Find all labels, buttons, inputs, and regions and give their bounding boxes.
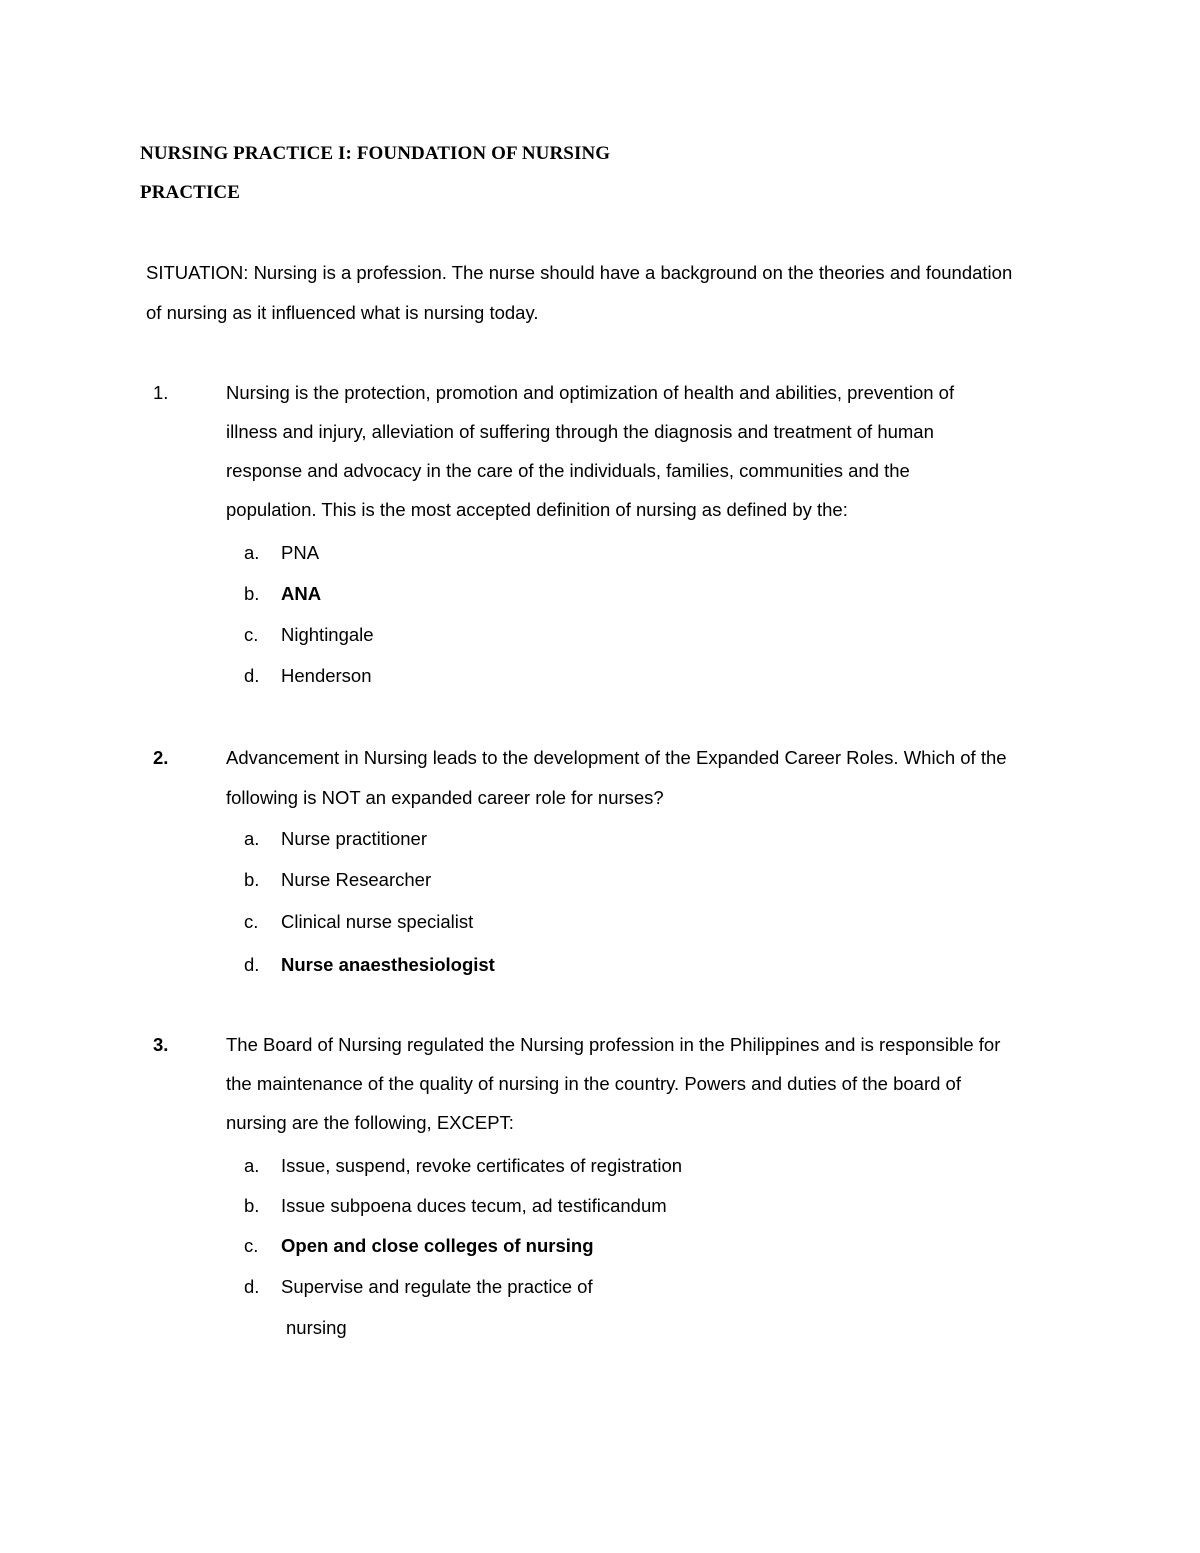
option-text: Issue, suspend, revoke certificates of registration [281, 1155, 683, 1176]
option-letter: c. [244, 1235, 259, 1256]
option-text: Nurse Researcher [281, 869, 432, 890]
option-letter: a. [244, 542, 260, 563]
question-text: Nursing is the protection, promotion and optimization of health and abilities, prevention of [226, 382, 955, 403]
question-text: The Board of Nursing regulated the Nursing profession in the Philippines and is responsible for [226, 1034, 1001, 1055]
option-letter: c. [244, 624, 259, 645]
question-text: nursing are the following, EXCEPT: [226, 1112, 514, 1133]
option-letter: a. [244, 828, 260, 849]
option-text-answer: Nurse anaesthesiologist [281, 954, 495, 975]
option-letter: d. [244, 954, 260, 975]
question-number: 3. [153, 1034, 169, 1055]
question-text: population. This is the most accepted definition of nursing as defined by the: [226, 499, 848, 520]
question-number: 2. [153, 747, 169, 768]
option-text: Henderson [281, 665, 372, 686]
question-number: 1. [153, 382, 169, 403]
option-text: Issue subpoena duces tecum, ad testificandum [281, 1195, 667, 1216]
situation-text: SITUATION: Nursing is a profession. The nurse should have a background on the theories and foundation [146, 262, 1013, 283]
option-text: Nightingale [281, 624, 374, 645]
question-text: following is NOT an expanded career role for nurses? [226, 787, 664, 808]
option-text: PNA [281, 542, 320, 563]
question-text: Advancement in Nursing leads to the development of the Expanded Career Roles. Which of the [226, 747, 1007, 768]
document-title: NURSING PRACTICE I: FOUNDATION OF NURSING [140, 143, 611, 164]
option-letter: b. [244, 1195, 260, 1216]
option-letter: c. [244, 911, 259, 932]
question-text: illness and injury, alleviation of suffering through the diagnosis and treatment of human [226, 421, 934, 442]
option-text-answer: Open and close colleges of nursing [281, 1235, 594, 1256]
option-text-continuation: nursing [286, 1317, 347, 1338]
document-title-continued: PRACTICE [140, 182, 241, 203]
option-letter: d. [244, 1276, 260, 1297]
situation-text: of nursing as it influenced what is nursing today. [146, 302, 539, 323]
option-text-answer: ANA [281, 583, 322, 604]
question-text: response and advocacy in the care of the individuals, families, communities and the [226, 460, 910, 481]
option-text: Supervise and regulate the practice of [281, 1276, 593, 1297]
option-text: Nurse practitioner [281, 828, 428, 849]
option-text: Clinical nurse specialist [281, 911, 474, 932]
option-letter: b. [244, 869, 260, 890]
option-letter: d. [244, 665, 260, 686]
option-letter: b. [244, 583, 260, 604]
question-text: the maintenance of the quality of nursing in the country. Powers and duties of the board of [226, 1073, 961, 1094]
option-letter: a. [244, 1155, 260, 1176]
